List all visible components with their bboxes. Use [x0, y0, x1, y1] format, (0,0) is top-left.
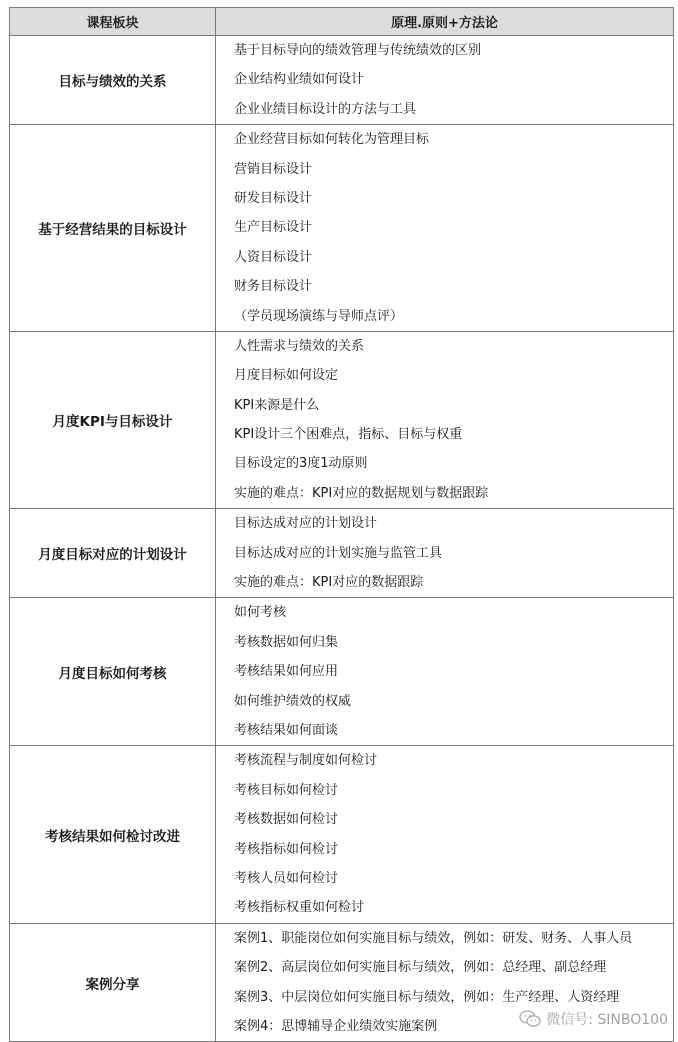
- list-item: 案例1、职能岗位如何实施目标与绩效，例如：研发、财务、人事人员: [234, 930, 633, 946]
- list-item: 生产目标设计: [234, 220, 313, 236]
- header-content: 原理.原则+方法论: [216, 8, 674, 36]
- list-item: 人性需求与绩效的关系: [234, 338, 365, 354]
- module-items: [216, 331, 674, 508]
- list-item: 营销目标设计: [234, 161, 313, 177]
- list-item: 企业经营目标如何转化为管理目标: [234, 132, 430, 148]
- watermark: [519, 1009, 668, 1029]
- list-item: KPI设计三个困难点，指标、目标与权重: [234, 427, 463, 443]
- list-item: （学员现场演练与导师点评）: [234, 308, 404, 324]
- header-row: [10, 8, 674, 36]
- list-item: 如何维护绩效的权威: [234, 693, 352, 709]
- wechat-icon: [519, 1010, 541, 1028]
- list-item: 考核流程与制度如何检讨: [234, 753, 378, 769]
- list-item: 目标设定的3度1动原则: [234, 456, 368, 472]
- list-item: 考核人员如何检讨: [234, 870, 339, 886]
- course-row: [10, 36, 674, 125]
- header-module: 课程板块: [10, 8, 216, 36]
- module-items: [216, 746, 674, 923]
- module-name: 基于经营结果的目标设计: [10, 125, 216, 332]
- list-item: 考核目标如何检讨: [234, 782, 339, 798]
- list-item: 基于目标导向的绩效管理与传统绩效的区别: [234, 43, 482, 58]
- list-item: 考核数据如何检讨: [234, 812, 339, 828]
- course-row: [10, 598, 674, 746]
- list-item: 案例3、中层岗位如何实施目标与绩效，例如：生产经理、人资经理: [234, 989, 620, 1005]
- module-items: [216, 598, 674, 746]
- module-items: [216, 125, 674, 332]
- course-row: [10, 509, 674, 598]
- list-item: 案例2、高层岗位如何实施目标与绩效，例如：总经理、副总经理: [234, 960, 607, 976]
- module-name: 月度目标如何考核: [10, 598, 216, 746]
- list-item: 实施的难点：KPI对应的数据跟踪: [234, 575, 424, 591]
- list-item: 月度目标如何设定: [234, 368, 339, 384]
- module-name: 月度目标对应的计划设计: [10, 509, 216, 598]
- list-item: 考核指标如何检讨: [234, 841, 339, 857]
- list-item: 考核结果如何应用: [234, 664, 339, 680]
- list-item: 研发目标设计: [234, 190, 313, 206]
- list-item: 如何考核: [234, 605, 287, 621]
- list-item: 考核结果如何面谈: [234, 722, 339, 738]
- module-name: 目标与绩效的关系: [10, 36, 216, 125]
- list-item: KPI来源是什么: [234, 397, 320, 413]
- list-item: 案例4：思博辅导企业绩效实施案例: [234, 1018, 438, 1034]
- module-name: 考核结果如何检讨改进: [10, 746, 216, 923]
- list-item: 目标达成对应的计划实施与监管工具: [234, 545, 443, 561]
- list-item: 财务目标设计: [234, 279, 313, 295]
- list-item: 考核指标权重如何检讨: [234, 900, 365, 916]
- list-item: 实施的难点：KPI对应的数据规划与数据跟踪: [234, 485, 489, 501]
- module-items: [216, 36, 674, 125]
- list-item: 目标达成对应的计划设计: [234, 516, 378, 532]
- course-row: [10, 125, 674, 332]
- list-item: 考核数据如何归集: [234, 634, 339, 650]
- list-item: 企业业绩目标设计的方法与工具: [234, 101, 417, 117]
- module-name: 案例分享: [10, 923, 216, 1042]
- list-item: 人资目标设计: [234, 249, 313, 265]
- course-table: [9, 7, 674, 1042]
- module-items: [216, 509, 674, 598]
- watermark-text: 微信号: SINBO100: [546, 1012, 668, 1028]
- course-row: [10, 746, 674, 923]
- course-row: [10, 331, 674, 508]
- list-item: 企业结构业绩如何设计: [234, 72, 365, 88]
- module-name: 月度KPI与目标设计: [10, 331, 216, 508]
